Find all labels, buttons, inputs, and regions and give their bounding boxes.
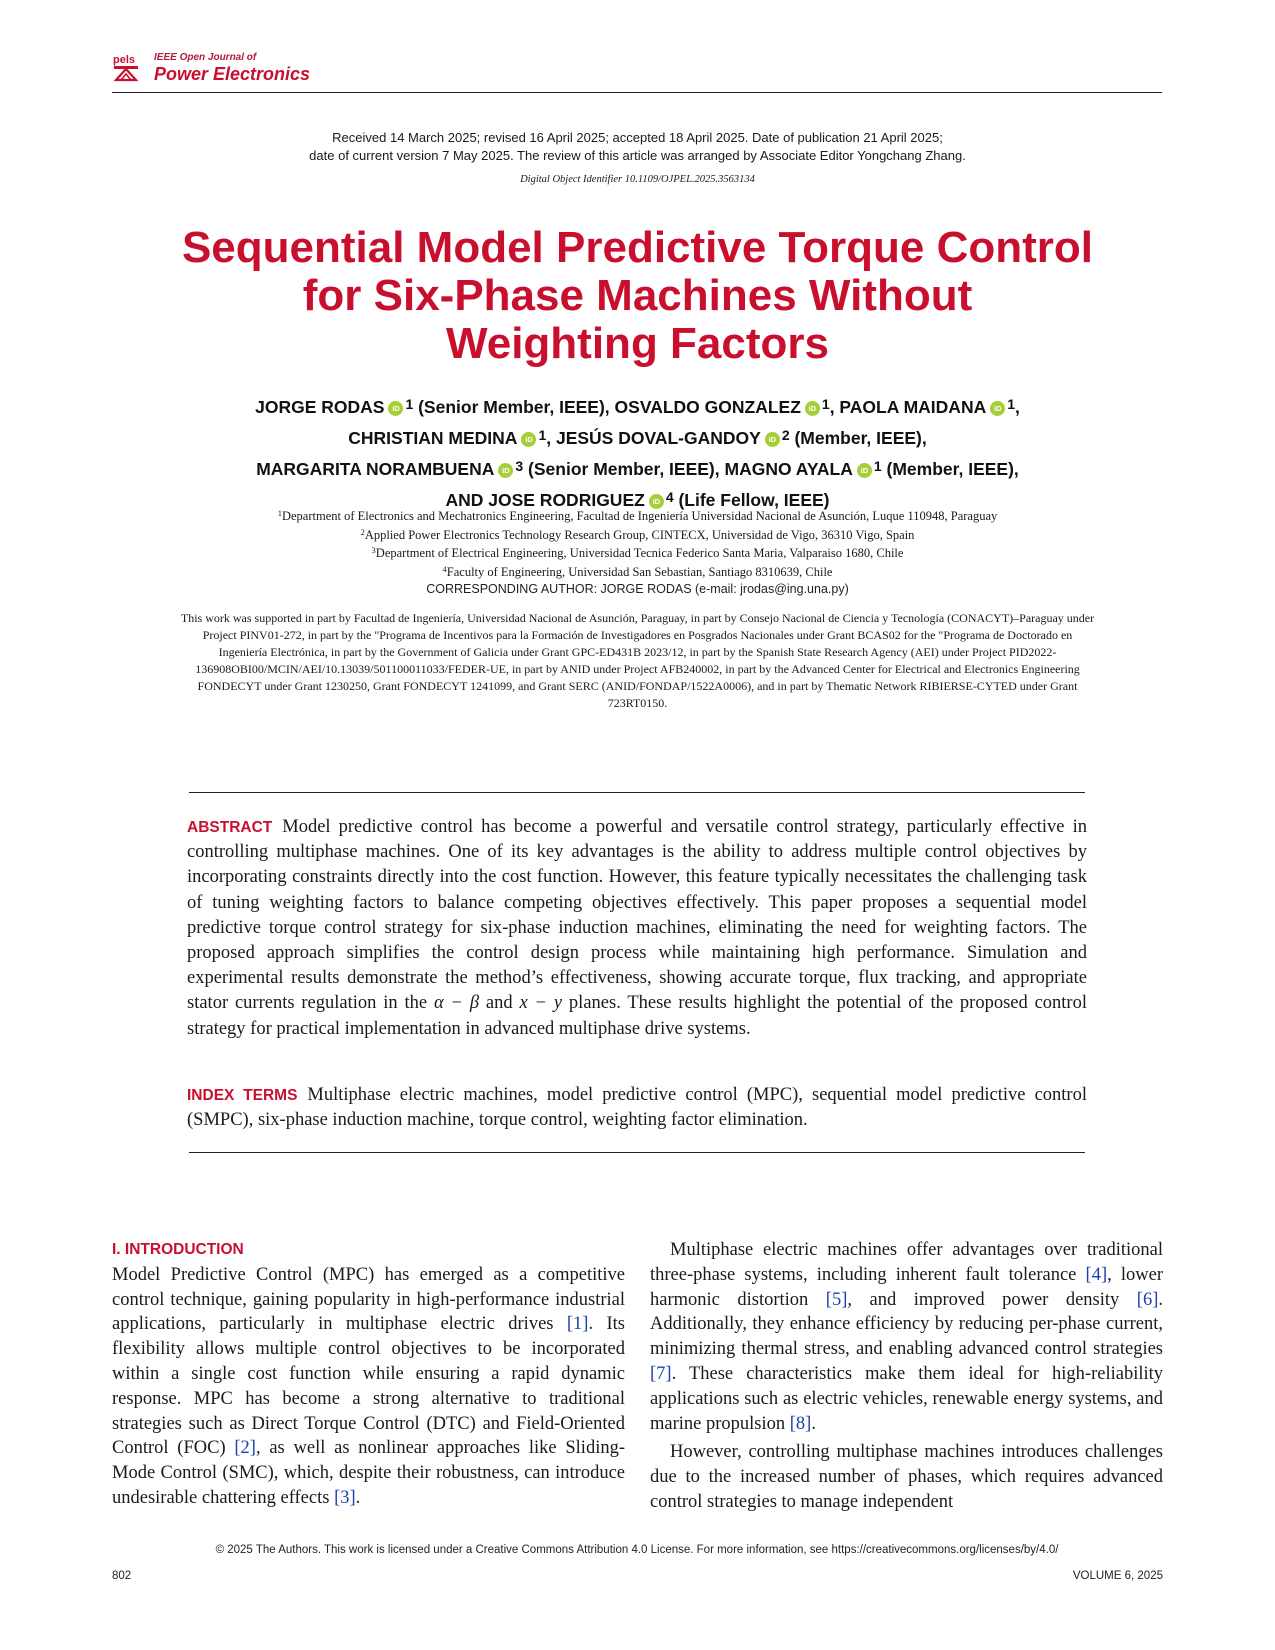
orcid-icon[interactable]: iD xyxy=(521,432,536,447)
orcid-icon[interactable]: iD xyxy=(388,401,403,416)
citation-link[interactable]: [6] xyxy=(1136,1289,1159,1310)
affiliation-text: Department of Electronics and Mechatronics Engineering, Facultad de Ingeniería Universidad Nacional de Asunción, Luque 110948, Paraguay xyxy=(281,509,998,523)
affiliation-4 xyxy=(120,562,1155,581)
author-name: CHRISTIAN MEDINA xyxy=(348,428,518,448)
author-line-2 xyxy=(120,421,1155,452)
author-affiliation: 1 xyxy=(405,396,414,412)
author-suffix: , xyxy=(1015,397,1020,417)
author-affiliation: 4 xyxy=(665,489,674,505)
orcid-icon[interactable]: iD xyxy=(498,463,513,478)
orcid-icon[interactable]: iD xyxy=(990,401,1005,416)
affiliation-text: Faculty of Engineering, Universidad San Sebastian, Santiago 8310639, Chile xyxy=(446,564,833,579)
column-left xyxy=(112,1238,625,1511)
affiliation-number: 4 xyxy=(442,563,447,574)
abstract xyxy=(187,815,1087,1042)
affiliation-text: Department of Electrical Engineering, Universidad Tecnica Federico Santa Maria, Valparaiso 1680, Chile xyxy=(375,546,904,560)
paragraph-1: Model Predictive Control (MPC) has emerged as a competitive control technique, gaining popularity in high-performance industrial applications, particularly in multiphase electric drives [1]. Its flexibility allows multiple control objectives to be incorporated within a single cost function while ensuring a rapid dynamic response. MPC has become a strong alternative to traditional strategies such as Direct Torque Control (DTC) and Field-Oriented Control (FOC) [2], as well as nonlinear approaches like Sliding-Mode Control (SMC), which, despite their robustness, can introduce undesirable chattering effects [3]. xyxy=(112,1264,626,1508)
citation-link[interactable]: [5] xyxy=(825,1289,848,1310)
column-right xyxy=(650,1238,1163,1515)
author-line-1 xyxy=(120,390,1155,421)
paragraph-3: However, controlling multiphase machines introduces challenges due to the increased number of phases, which requires advanced control strategies to manage independent xyxy=(650,1442,1163,1512)
affiliation-number: 2 xyxy=(360,526,365,537)
volume-info: VOLUME 6, 2025 xyxy=(1072,1570,1163,1582)
license-notice: © 2025 The Authors. This work is licensed under a Creative Commons Attribution 4.0 License. For more information, see https://creativecommons.org/licenses/by/4.0/ xyxy=(215,1544,1059,1556)
author-suffix: (Member, IEEE), xyxy=(789,428,927,448)
author-name: MARGARITA NORAMBUENA xyxy=(256,459,495,479)
paper-title xyxy=(120,224,1155,368)
author-affiliation: 1 xyxy=(821,396,830,412)
doi: Digital Object Identifier 10.1109/OJPEL.2025.3563134 xyxy=(520,174,755,185)
citation-link[interactable]: [4] xyxy=(1085,1264,1108,1285)
citation-link[interactable]: [3] xyxy=(334,1487,356,1508)
affiliation-2 xyxy=(120,525,1155,544)
title-line-2: for Six-Phase Machines Without xyxy=(302,271,973,320)
index-terms-label: INDEX TERMS xyxy=(187,1087,298,1104)
funding-statement: This work was supported in part by Facultad de Ingeniería, Universidad Nacional de Asunción, Paraguay, in part by Consejo Nacional de Ciencia y Tecnología (CONACYT)–Paraguay under Project PINV01-272, in part by the "Programa de Incentivos para la Formación de Investigadores en Posgrados Nacionales under Grant BCAS02 for the "Programa de Doctorado en Ingeniería Electrónica, in part by the Government of Galicia under Grant GPC-ED431B 2023/12, in part by the Spanish State Research Agency (AEI) under Project PID2022-136908OBI00/MCIN/AEI/10.13039/501100011033/FEDER-UE, in part by ANID under Project AFB240002, in part by the Advanced Center for Electrical and Electronics Engineering FONDECYT under Grant 1230250, Grant FONDECYT 1241099, and Grant SERC (ANID/FONDAP/1522A0006), and in part by Thematic Network RIBIERSE-CYTED under Grant 723RT0150. xyxy=(180,611,1095,710)
orcid-icon[interactable]: iD xyxy=(857,463,872,478)
pels-logo xyxy=(112,52,142,82)
affiliation-1 xyxy=(120,506,1155,525)
paragraph-2: Multiphase electric machines offer advantages over traditional three-phase systems, including inherent fault tolerance [4], lower harmonic distortion [5], and improved power density [6]. Additionally, they enhance efficiency by reducing per-phase current, minimizing thermal stress, and enabling advanced control strategies [7]. These characteristics make them ideal for high-reliability applications such as electric vehicles, renewable energy systems, and marine propulsion [8]. xyxy=(650,1240,1164,1434)
author-suffix: , xyxy=(546,428,556,448)
affiliations xyxy=(120,506,1155,580)
index-terms-text: Multiphase electric machines, model predictive control (MPC), sequential model predictive control (SMPC), six-phase induction machine, torque control, weighting factor elimination. xyxy=(187,1085,1087,1131)
author-suffix: (Senior Member, IEEE), xyxy=(413,397,615,417)
orcid-icon[interactable]: iD xyxy=(649,494,664,509)
section-heading: I. INTRODUCTION xyxy=(112,1241,244,1258)
author-name: AND JOSE RODRIGUEZ xyxy=(445,490,645,510)
citation-link[interactable]: [2] xyxy=(234,1438,256,1459)
author-suffix: (Life Fellow, IEEE) xyxy=(673,490,830,510)
author-name: OSVALDO GONZALEZ xyxy=(614,397,801,417)
index-terms xyxy=(187,1083,1087,1133)
author-suffix: , xyxy=(829,397,840,417)
divider-top xyxy=(189,792,1085,793)
abstract-math-1: α − β xyxy=(433,993,480,1014)
author-affiliation: 3 xyxy=(515,458,524,474)
author-name: MAGNO AYALA xyxy=(724,459,853,479)
affiliation-number: 1 xyxy=(277,508,282,518)
title-line-3: Weighting Factors xyxy=(446,319,829,368)
author-affiliation: 2 xyxy=(781,427,790,443)
citation-link[interactable]: [8] xyxy=(789,1413,812,1434)
received-dates xyxy=(150,129,1125,165)
author-line-3 xyxy=(120,452,1155,483)
author-affiliation: 1 xyxy=(538,427,547,443)
affiliation-number: 3 xyxy=(371,545,376,555)
logo-text: pels xyxy=(113,54,136,66)
abstract-text-3: planes. These results highlight the potential of the proposed control strategy for practical implementation in advanced multiphase drive systems. xyxy=(187,993,1087,1039)
abstract-label: ABSTRACT xyxy=(187,819,273,836)
author-name: PAOLA MAIDANA xyxy=(839,397,987,417)
received-line-2: date of current version 7 May 2025. The review of this article was arranged by Associate Editor Yongchang Zhang. xyxy=(309,148,966,163)
author-name: JESÚS DOVAL-GANDOY xyxy=(555,428,761,448)
abstract-math-2: x − y xyxy=(519,993,563,1014)
citation-link[interactable]: [7] xyxy=(650,1363,672,1384)
author-suffix: (Senior Member, IEEE), xyxy=(523,459,725,479)
corresponding-author: CORRESPONDING AUTHOR: JORGE RODAS (e-mail: jrodas@ing.una.py) xyxy=(426,582,849,596)
journal-name: Power Electronics xyxy=(154,64,311,84)
journal-name-small: IEEE Open Journal of xyxy=(154,52,257,63)
citation-link[interactable]: [1] xyxy=(566,1314,589,1335)
divider-bottom xyxy=(189,1152,1085,1153)
author-affiliation: 1 xyxy=(1007,396,1016,412)
orcid-icon[interactable]: iD xyxy=(765,432,780,447)
orcid-icon[interactable]: iD xyxy=(805,401,820,416)
abstract-text-1: Model predictive control has become a powerful and versatile control strategy, particularly effective in controlling multiphase machines. One of its key advantages is the ability to address multiple control objectives by incorporating constraints directly into the cost function. However, this feature typically necessitates the challenging task of tuning weighting factors to balance competing objectives effectively. This paper proposes a sequential model predictive torque control strategy for six-phase induction machines, eliminating the need for weighting factors. The proposed approach simplifies the control design process while maintaining high performance. Simulation and experimental results demonstrate the method’s effectiveness, showing accurate torque, flux tracking, and appropriate stator currents regulation in the xyxy=(187,817,1087,1014)
author-list xyxy=(120,390,1155,514)
author-suffix: (Member, IEEE), xyxy=(881,459,1019,479)
title-line-1: Sequential Model Predictive Torque Control xyxy=(181,223,1094,272)
author-name: JORGE RODAS xyxy=(255,397,385,417)
page-number: 802 xyxy=(112,1570,132,1582)
affiliation-text: Applied Power Electronics Technology Research Group, CINTECX, Universidad de Vigo, 36310 Vigo, Spain xyxy=(364,527,915,542)
abstract-text-2: and xyxy=(479,993,520,1014)
journal-header xyxy=(112,50,1162,93)
affiliation-3 xyxy=(120,543,1155,562)
author-affiliation: 1 xyxy=(873,458,882,474)
received-line-1: Received 14 March 2025; revised 16 April 2025; accepted 18 April 2025. Date of publication 21 April 2025; xyxy=(332,130,943,145)
